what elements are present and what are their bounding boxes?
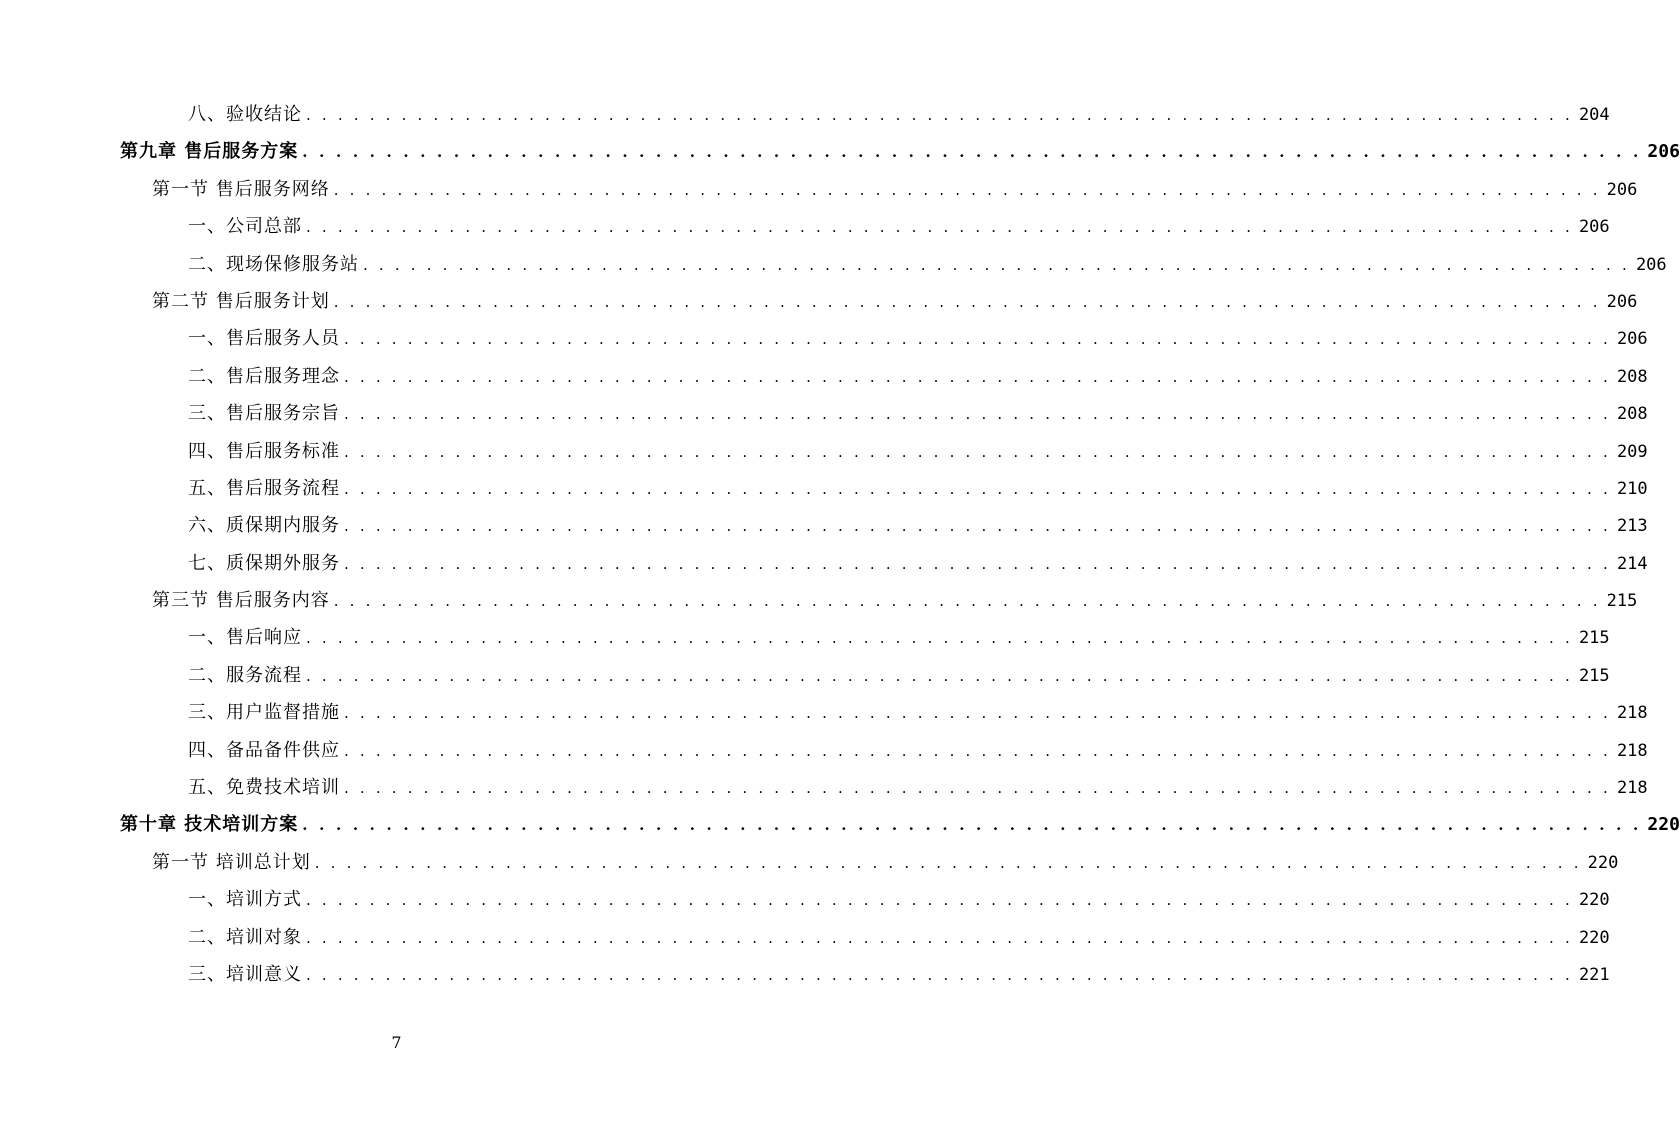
toc-entry-title: 一、售后服务人员 xyxy=(188,328,340,350)
toc-entry-title: 第一节 培训总计划 xyxy=(152,851,311,873)
toc-entry-title: 八、验收结论 xyxy=(188,104,302,125)
toc-entry-page: 208 xyxy=(1616,366,1648,387)
toc-entry[interactable] xyxy=(120,175,1638,212)
toc-entry[interactable] xyxy=(120,885,1610,922)
dot-leader: . . . . . . . . . . . . . . . . . . . . . . . . . . . . . . . . . . . . . . . . . . . . . . . . . . . . . . . . . . . . . . . . . . . . . . . . . . . . . . . . xyxy=(333,592,1601,611)
toc-entry-title: 二、现场保修服务站 xyxy=(188,253,359,275)
toc-entry[interactable] xyxy=(120,586,1638,623)
dot-leader: . . . . . . . . . . . . . . . . . . . . . . . . . . . . . . . . . . . . . . . . . . . . . . . . . . . . . . . . . . . . . . . . . . . . . . . . . . . . . . . . xyxy=(344,442,1611,461)
toc-entry[interactable] xyxy=(120,698,1648,735)
dot-leader: . . . . . . . . . . . . . . . . . . . . . . . . . . . . . . . . . . . . . . . . . . . . . . . . . . . . . . . . . . . . . . . . . . . . . . . . . . . . . . . . xyxy=(344,517,1611,536)
toc-entry-page: 218 xyxy=(1616,778,1648,799)
dot-leader: . . . . . . . . . . . . . . . . . . . . . . . . . . . . . . . . . . . . . . . . . . . . . . . . . . . . . . . . . . . . . . . . . . . . . . . . . . . . . . . . xyxy=(302,143,1642,162)
toc-entry[interactable] xyxy=(120,661,1610,698)
toc-entry-title: 第一节 售后服务网络 xyxy=(152,178,330,200)
toc-entry[interactable] xyxy=(120,474,1648,511)
dot-leader: . . . . . . . . . . . . . . . . . . . . . . . . . . . . . . . . . . . . . . . . . . . . . . . . . . . . . . . . . . . . . . . . . . . . . . . . . . . . . . . . xyxy=(306,891,1573,910)
toc-entry[interactable] xyxy=(120,437,1648,474)
dot-leader: . . . . . . . . . . . . . . . . . . . . . . . . . . . . . . . . . . . . . . . . . . . . . . . . . . . . . . . . . . . . . . . . . . . . . . . . . . . . . . . . xyxy=(306,965,1573,984)
dot-leader: . . . . . . . . . . . . . . . . . . . . . . . . . . . . . . . . . . . . . . . . . . . . . . . . . . . . . . . . . . . . . . . . . . . . . . . . . . . . . . . . xyxy=(306,666,1573,685)
toc-entry[interactable] xyxy=(120,960,1610,997)
toc-entry-page: 206 xyxy=(1606,179,1638,200)
toc-entry[interactable] xyxy=(120,923,1610,960)
dot-leader: . . . . . . . . . . . . . . . . . . . . . . . . . . . . . . . . . . . . . . . . . . . . . . . . . . . . . . . . . . . . . . . . . . . . . . . . . . . . . . . . xyxy=(344,330,1611,349)
toc-entry[interactable] xyxy=(120,137,1680,174)
toc-entry-page: 206 xyxy=(1635,254,1667,275)
toc-entry-title: 第二节 售后服务计划 xyxy=(152,290,330,312)
toc-entry-title: 二、服务流程 xyxy=(188,664,302,686)
toc-entry[interactable] xyxy=(120,324,1648,361)
toc-entry-title: 二、售后服务理念 xyxy=(188,365,340,387)
toc-entry[interactable] xyxy=(120,810,1680,847)
toc-entry-title: 三、用户监督措施 xyxy=(188,702,340,724)
toc-entry-title: 第十章 技术培训方案 xyxy=(120,814,299,836)
toc-entry-page: 213 xyxy=(1616,516,1648,537)
table-of-contents xyxy=(120,100,1680,997)
toc-entry-page: 209 xyxy=(1616,441,1648,462)
toc-entry-page: 204 xyxy=(1578,105,1610,125)
toc-entry[interactable] xyxy=(120,848,1619,885)
toc-entry-page: 210 xyxy=(1616,478,1648,499)
toc-entry[interactable] xyxy=(120,773,1648,810)
toc-entry[interactable] xyxy=(120,362,1648,399)
toc-entry[interactable] xyxy=(120,511,1648,548)
toc-entry[interactable] xyxy=(120,623,1610,660)
toc-entry[interactable] xyxy=(120,399,1648,436)
toc-entry-title: 六、质保期内服务 xyxy=(188,515,340,537)
toc-entry-page: 220 xyxy=(1578,890,1610,911)
toc-entry-title: 三、培训意义 xyxy=(188,963,302,985)
toc-entry-title: 第九章 售后服务方案 xyxy=(120,141,299,163)
toc-entry-title: 一、公司总部 xyxy=(188,216,302,238)
dot-leader: . . . . . . . . . . . . . . . . . . . . . . . . . . . . . . . . . . . . . . . . . . . . . . . . . . . . . . . . . . . . . . . . . . . . . . . . . . . . . . . . xyxy=(344,554,1611,573)
dot-leader: . . . . . . . . . . . . . . . . . . . . . . . . . . . . . . . . . . . . . . . . . . . . . . . . . . . . . . . . . . . . . . . . . . . . . . . . . . . . . . . . xyxy=(302,816,1642,835)
dot-leader: . . . . . . . . . . . . . . . . . . . . . . . . . . . . . . . . . . . . . . . . . . . . . . . . . . . . . . . . . . . . . . . . . . . . . . . . . . . . . . . . xyxy=(363,255,1630,274)
toc-entry-title: 五、免费技术培训 xyxy=(188,777,340,799)
toc-entry-title: 四、售后服务标准 xyxy=(188,440,340,462)
dot-leader: . . . . . . . . . . . . . . . . . . . . . . . . . . . . . . . . . . . . . . . . . . . . . . . . . . . . . . . . . . . . . . . . . . . . . . . . . . . . . . . . xyxy=(344,367,1611,386)
toc-entry-title: 三、售后服务宗旨 xyxy=(188,403,340,425)
dot-leader: . . . . . . . . . . . . . . . . . . . . . . . . . . . . . . . . . . . . . . . . . . . . . . . . . . . . . . . . . . . . . . . . . . . . . . . . . . . . . . . . xyxy=(333,180,1601,199)
toc-entry-page: 206 xyxy=(1616,329,1648,350)
toc-entry-title: 一、培训方式 xyxy=(188,889,302,911)
toc-entry-title: 五、售后服务流程 xyxy=(188,477,340,499)
toc-entry-page: 215 xyxy=(1578,665,1610,686)
toc-entry-title: 七、质保期外服务 xyxy=(188,552,340,574)
dot-leader: . . . . . . . . . . . . . . . . . . . . . . . . . . . . . . . . . . . . . . . . . . . . . . . . . . . . . . . . . . . . . . . . . . . . . . . . . . . . . . . . xyxy=(306,106,1573,124)
toc-entry[interactable] xyxy=(120,100,1610,137)
toc-entry-title: 四、备品备件供应 xyxy=(188,739,340,761)
toc-entry-page: 214 xyxy=(1616,553,1648,574)
dot-leader: . . . . . . . . . . . . . . . . . . . . . . . . . . . . . . . . . . . . . . . . . . . . . . . . . . . . . . . . . . . . . . . . . . . . . . . . . . . . . . . . xyxy=(333,292,1601,311)
toc-entry-page: 206 xyxy=(1606,291,1638,312)
toc-entry-page: 220 xyxy=(1578,927,1610,948)
toc-entry-page: 218 xyxy=(1616,703,1648,724)
dot-leader: . . . . . . . . . . . . . . . . . . . . . . . . . . . . . . . . . . . . . . . . . . . . . . . . . . . . . . . . . . . . . . . . . . . . . . . . . . . . . . . . xyxy=(344,479,1611,498)
dot-leader: . . . . . . . . . . . . . . . . . . . . . . . . . . . . . . . . . . . . . . . . . . . . . . . . . . . . . . . . . . . . . . . . . . . . . . . . . . . . . . . . xyxy=(344,741,1611,760)
dot-leader: . . . . . . . . . . . . . . . . . . . . . . . . . . . . . . . . . . . . . . . . . . . . . . . . . . . . . . . . . . . . . . . . . . . . . . . . . . . . . . . . xyxy=(306,629,1573,648)
toc-entry[interactable] xyxy=(120,287,1638,324)
toc-entry-page: 220 xyxy=(1647,814,1680,836)
dot-leader: . . . . . . . . . . . . . . . . . . . . . . . . . . . . . . . . . . . . . . . . . . . . . . . . . . . . . . . . . . . . . . . . . . . . . . . . . . . . . . . . xyxy=(314,853,1582,872)
dot-leader: . . . . . . . . . . . . . . . . . . . . . . . . . . . . . . . . . . . . . . . . . . . . . . . . . . . . . . . . . . . . . . . . . . . . . . . . . . . . . . . . xyxy=(344,704,1611,723)
toc-entry[interactable] xyxy=(120,250,1667,287)
dot-leader: . . . . . . . . . . . . . . . . . . . . . . . . . . . . . . . . . . . . . . . . . . . . . . . . . . . . . . . . . . . . . . . . . . . . . . . . . . . . . . . . xyxy=(306,928,1573,947)
toc-entry-page: 218 xyxy=(1616,740,1648,761)
toc-entry-page: 206 xyxy=(1647,141,1680,163)
dot-leader: . . . . . . . . . . . . . . . . . . . . . . . . . . . . . . . . . . . . . . . . . . . . . . . . . . . . . . . . . . . . . . . . . . . . . . . . . . . . . . . . xyxy=(344,405,1611,424)
toc-entry-title: 二、培训对象 xyxy=(188,926,302,948)
toc-entry-page: 215 xyxy=(1578,628,1610,649)
toc-entry-page: 206 xyxy=(1578,217,1610,238)
toc-entry-page: 208 xyxy=(1616,404,1648,425)
toc-entry-page: 220 xyxy=(1587,852,1619,873)
toc-entry-page: 221 xyxy=(1578,964,1610,985)
toc-entry-title: 第三节 售后服务内容 xyxy=(152,590,330,612)
toc-entry-title: 一、售后响应 xyxy=(188,627,302,649)
dot-leader: . . . . . . . . . . . . . . . . . . . . . . . . . . . . . . . . . . . . . . . . . . . . . . . . . . . . . . . . . . . . . . . . . . . . . . . . . . . . . . . . xyxy=(306,218,1573,237)
toc-entry[interactable] xyxy=(120,736,1648,773)
toc-entry[interactable] xyxy=(120,212,1610,249)
page-number: 7 xyxy=(391,1033,402,1052)
toc-entry-page: 215 xyxy=(1606,591,1638,612)
dot-leader: . . . . . . . . . . . . . . . . . . . . . . . . . . . . . . . . . . . . . . . . . . . . . . . . . . . . . . . . . . . . . . . . . . . . . . . . . . . . . . . . xyxy=(344,779,1611,798)
toc-entry[interactable] xyxy=(120,549,1648,586)
